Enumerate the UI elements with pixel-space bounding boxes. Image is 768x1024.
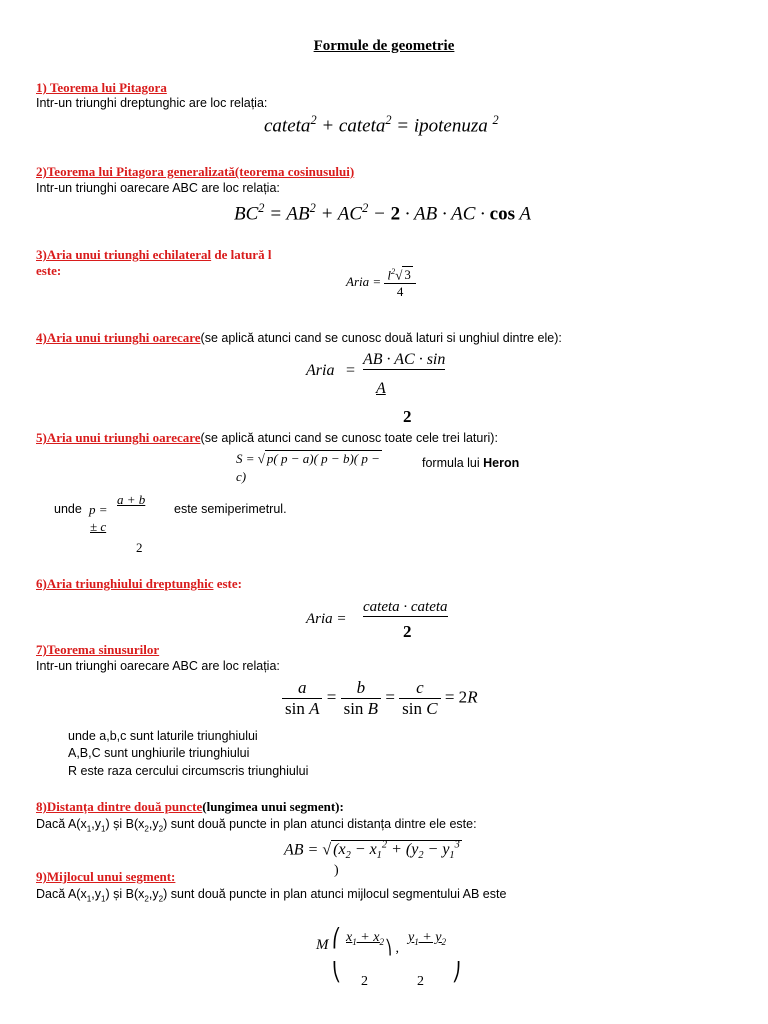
midpoint-bracket-right: ⎠ xyxy=(452,962,461,982)
sine-law-formula: $\frac{a}{\text{sin A}}$ = $\frac{b}{\text{sin B}}$ = $\frac{c}{\text{sin C}}$ = 2R xyxy=(282,678,478,719)
area-sin-angle: A xyxy=(376,380,386,397)
section-4-heading: 4)Aria unui triunghi oarecare(se aplică atunci cand se cunosc două laturi si unghiul dintre ele): xyxy=(36,330,562,345)
semiperimeter-text: este semiperimetrul. xyxy=(174,502,287,516)
page-title: Formule de geometrie xyxy=(313,38,455,54)
midpoint-bracket-top: ⎛ xyxy=(332,928,341,948)
unde-label: unde xyxy=(54,502,82,516)
section-8-heading: 8)Distanța dintre două puncte(lungimea unui segment): xyxy=(36,799,344,814)
semiperimeter-p: p = xyxy=(89,502,108,517)
sine-law-note-1: unde a,b,c sunt laturile triunghiului xyxy=(68,729,258,743)
midpoint-x-den: 2 xyxy=(361,974,368,989)
pythagoras-formula: cateta$^2$ + cateta$^2$ = ipotenuza $^2$ xyxy=(264,113,499,137)
midpoint-m: M xyxy=(316,937,329,953)
section-3-heading: 3)Aria unui triunghi echilateral de latură l xyxy=(36,247,272,262)
section-2-heading: 2)Teorema lui Pitagora generalizată(teorema cosinusului) xyxy=(36,164,355,179)
sine-law-note-3: R este raza cercului circumscris triunghiului xyxy=(68,764,309,778)
section-9-text: Dacă $A(x_1,y_1)$ și $B(x_2,y_2)$ sunt două puncte in plan atunci mijlocul segmentului AB este xyxy=(36,887,507,904)
semiperimeter-c: ± c xyxy=(90,519,107,534)
section-1-heading: 1) Teorema lui Pitagora xyxy=(36,80,167,95)
midpoint-y-den: 2 xyxy=(417,974,424,989)
area-sin-numerator: AB · AC · sin xyxy=(363,351,446,368)
section-8-text: Dacă $A(x_1,y_1)$ și $B(x_2,y_2)$ sunt două puncte in plan atunci distanța dintre ele este: xyxy=(36,817,477,834)
heron-formula-line2: c) xyxy=(236,469,247,484)
heron-label: formula lui Heron xyxy=(422,456,520,470)
heron-formula-line1: S = √ p( p − a)( p − b)( p − xyxy=(236,451,380,466)
right-area-aria: Aria = xyxy=(306,611,347,627)
section-7-heading: 7)Teorema sinusurilor xyxy=(36,642,160,657)
semiperimeter-num: a + b xyxy=(117,492,146,507)
distance-formula: AB = √ ($x_2 - x_1^2 + (y_2 - y_1^3$ xyxy=(284,840,460,862)
area-sin-denominator: 2 xyxy=(403,407,412,426)
distance-paren: ) xyxy=(334,863,339,878)
midpoint-y-num: $y_1 + y_2$ xyxy=(408,930,446,947)
section-5-heading: 5)Aria unui triunghi oarecare(se aplică atunci cand se cunosc toate cele trei laturi): xyxy=(36,430,498,445)
cosine-formula: $BC^2 = AB^2 + AC^2 - 2$ · AB · AC · cos A xyxy=(234,201,531,225)
section-2-text: Intr-un triunghi oarecare ABC are loc relația: xyxy=(36,181,280,195)
semiperimeter-den: 2 xyxy=(136,540,143,555)
midpoint-x-num: $x_1 + x_2$ xyxy=(346,930,384,947)
section-9-heading: 9)Mijlocul unui segment: xyxy=(36,869,176,884)
section-1-text: Intr-un triunghi dreptunghic are loc relația: xyxy=(36,96,268,110)
equilateral-area-formula: Aria = $\frac{l^2√ 3}{4}$ xyxy=(346,266,416,300)
area-aria-label: Aria xyxy=(306,362,335,379)
equals-sign: = xyxy=(346,362,356,379)
midpoint-bracket-bottom: ⎝ xyxy=(332,962,341,982)
section-7-text: Intr-un triunghi oarecare ABC are loc relația: xyxy=(36,659,280,673)
sine-law-note-2: A,B,C sunt unghiurile triunghiului xyxy=(68,746,250,760)
section-6-heading: 6)Aria triunghiului dreptunghic este: xyxy=(36,576,242,591)
right-area-denominator: 2 xyxy=(403,622,412,641)
section-3-heading-cont: este: xyxy=(36,263,62,278)
midpoint-comma: ⎞ , xyxy=(385,941,399,956)
right-area-numerator: cateta · cateta xyxy=(363,599,448,615)
